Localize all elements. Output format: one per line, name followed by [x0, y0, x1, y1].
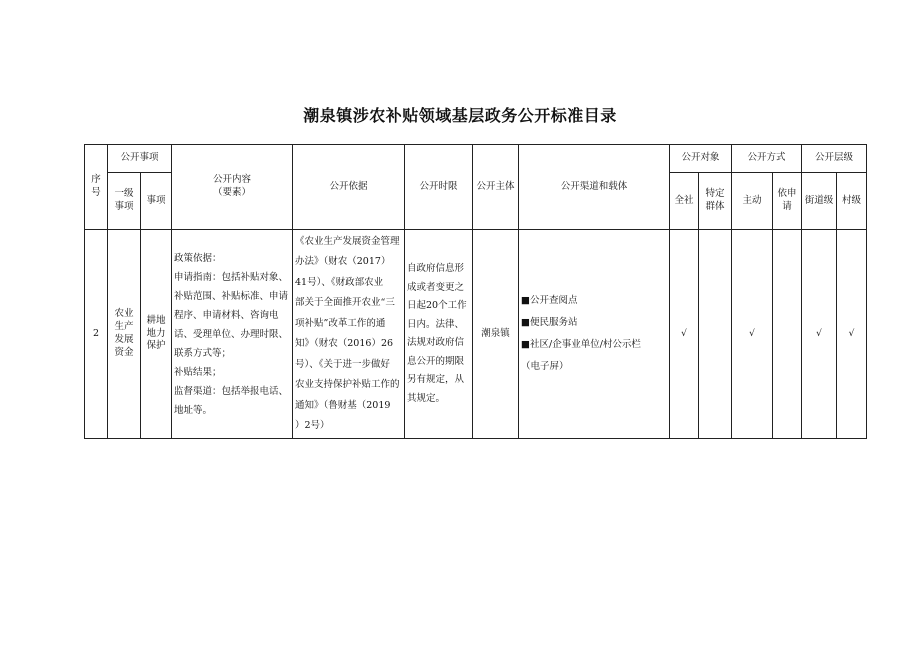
- header-item-level2: 事项: [141, 173, 172, 230]
- cell-level-village: √: [837, 230, 867, 439]
- basis-line: 农业支持保护补贴工作的: [295, 379, 400, 390]
- cell-channel: [519, 230, 670, 439]
- channel-line: ■社区/企事业单位/村公示栏: [521, 339, 641, 350]
- content-line: 地址等。: [174, 404, 213, 416]
- header-content-label: 公开内容: [213, 174, 252, 186]
- header-level: 公开层级: [802, 145, 867, 173]
- content-line: 补贴结果；: [174, 366, 222, 378]
- header-subject: 公开主体: [473, 145, 519, 230]
- basis-line: 项补贴”改革工作的通: [295, 317, 386, 329]
- header-level-street: 街道级: [802, 173, 837, 230]
- header-level-village: 村级: [837, 173, 867, 230]
- cell-subject: 潮泉镇: [473, 230, 519, 439]
- content-line: 联系方式等；: [174, 347, 232, 359]
- time-line: 其规定。: [407, 392, 446, 404]
- basis-line: 41号）、《财政部农业: [295, 276, 384, 288]
- header-target-specific: 特定群体: [699, 173, 732, 230]
- time-line: 另有规定，从: [407, 374, 465, 385]
- basis-line: 办法》（财农（2017）: [295, 256, 391, 267]
- time-line: 成或者变更之: [407, 281, 465, 293]
- channel-line: ■公开查阅点: [521, 295, 578, 306]
- header-target: 公开对象: [670, 145, 732, 173]
- cell-content: [172, 230, 293, 439]
- header-mode-request: 依申请: [773, 173, 802, 230]
- header-mode: 公开方式: [732, 145, 802, 173]
- time-line: 法规对政府信: [407, 337, 465, 348]
- basis-line: 通知》（鲁财基（2019: [295, 399, 391, 411]
- cell-index: 2: [85, 230, 108, 439]
- channel-line: ■便民服务站: [521, 317, 578, 328]
- cell-level1: 农业生产发展资金: [108, 230, 141, 439]
- content-line: 申请指南：包括补贴对象、: [174, 271, 289, 283]
- time-line: 日内。法律、: [407, 318, 465, 330]
- channel-line: （电子屏）: [521, 361, 569, 372]
- cell-level-street: √: [802, 230, 837, 439]
- header-mode-active: 主动: [732, 173, 773, 230]
- catalog-table: [84, 144, 867, 439]
- header-item-level1: 一级事项: [108, 173, 141, 230]
- time-line: 自政府信息形: [407, 263, 465, 274]
- content-line: 话、受理单位、办理时限、: [174, 328, 289, 340]
- basis-line: 部关于全面推开农业“三: [295, 297, 395, 308]
- header-target-all: 全社: [670, 173, 699, 230]
- basis-line: ）2号）: [295, 420, 330, 431]
- time-line: 息公开的期限: [407, 355, 465, 367]
- content-line: 程序、申请材料、咨询电: [174, 309, 279, 321]
- table-row: [85, 230, 867, 439]
- cell-level2: 耕地地力保护: [141, 230, 172, 439]
- content-line: 补贴范围、补贴标准、申请: [174, 290, 289, 302]
- basis-line: 《农业生产发展资金管理: [295, 235, 400, 247]
- cell-target-specific: [699, 230, 732, 439]
- header-time: 公开时限: [405, 145, 473, 230]
- time-line: 日起20个工作: [407, 300, 467, 311]
- basis-line: 号）、《关于进一步做好: [295, 358, 391, 370]
- header-channel: 公开渠道和载体: [519, 145, 670, 230]
- header-basis: 公开依据: [293, 145, 405, 230]
- content-line: 政策依据：: [174, 252, 222, 264]
- cell-mode-active: √: [732, 230, 773, 439]
- cell-basis: [293, 230, 405, 439]
- basis-line: 知》（财农（2016）26: [295, 338, 394, 349]
- page-title: 潮泉镇涉农补贴领域基层政务公开标准目录: [303, 106, 617, 125]
- cell-time: [405, 230, 473, 439]
- header-item: 公开事项: [108, 145, 172, 173]
- header-index: 序号: [85, 145, 108, 230]
- cell-target-all: √: [670, 230, 699, 439]
- header-content: [172, 145, 293, 230]
- content-line: 监督渠道：包括举报电话、: [174, 385, 289, 397]
- cell-mode-request: [773, 230, 802, 439]
- header-content-sub: （要素）: [213, 187, 252, 198]
